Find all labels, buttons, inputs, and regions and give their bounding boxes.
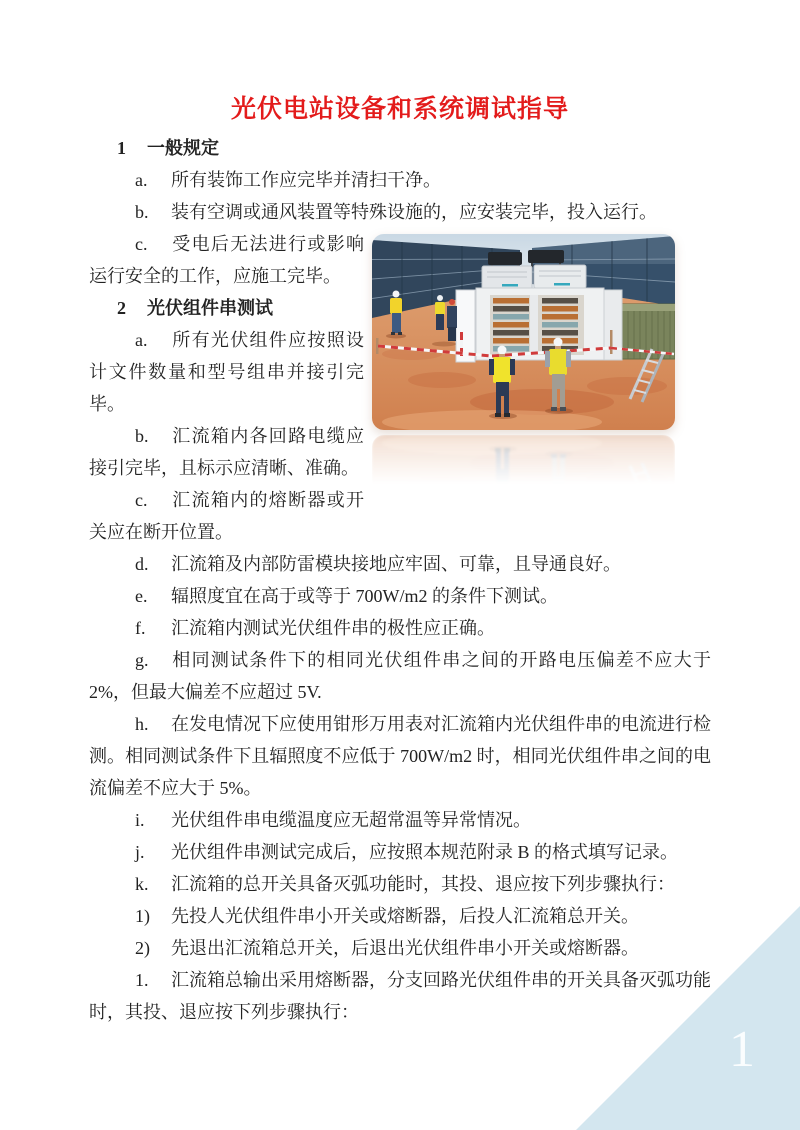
item-label: f. (135, 618, 146, 638)
item-2d (89, 548, 711, 580)
item-text: 汇流箱及内部防雷模块接地应牢固、可靠，且导通良好。 (171, 554, 621, 574)
item-1b (89, 196, 711, 228)
item-2h (89, 708, 711, 804)
item-2-step1 (89, 900, 711, 932)
item-label: 1) (135, 906, 150, 926)
item-2-l1 (89, 964, 711, 1028)
item-label: h. (135, 714, 149, 734)
section-title: 一般规定 (147, 138, 219, 158)
section-number: 2 (117, 298, 126, 318)
item-2g (89, 644, 711, 708)
item-text: 汇流箱内各回路电缆应接引完毕，且标示应清晰、准确。 (89, 426, 364, 478)
item-label: i. (135, 810, 145, 830)
item-2-step2 (89, 932, 711, 964)
item-text: 汇流箱内的熔断器或开关应在断开位置。 (89, 490, 364, 542)
item-label: b. (135, 426, 149, 446)
item-text: 光伏组件串测试完成后，应按照本规范附录 B 的格式填写记录。 (171, 842, 679, 862)
item-label: c. (135, 490, 148, 510)
item-1a (89, 164, 711, 196)
item-text: 光伏组件串电缆温度应无超常温等异常情况。 (171, 810, 531, 830)
item-label: 1. (135, 970, 149, 990)
solar-photo-svg (372, 435, 675, 493)
item-text: 所有装饰工作应完毕并清扫干净。 (171, 170, 441, 190)
item-text: 相同测试条件下的相同光伏组件串之间的开路电压偏差不应大于 2%，但最大偏差不应超过 5V. (89, 650, 711, 702)
item-label: j. (135, 842, 145, 862)
item-text: 先退出汇流箱总开关，后退出光伏组件串小开关或熔断器。 (171, 938, 639, 958)
item-text: 汇流箱的总开关具备灭弧功能时，其投、退应按下列步骤执行： (171, 874, 675, 894)
item-text: 在发电情况下应使用钳形万用表对汇流箱内光伏组件串的电流进行检测。相同测试条件下且辐照度不应低于 700W/m2 时，相同光伏组件串之间的电流偏差不应大于 5%。 (89, 714, 711, 798)
item-2c (89, 484, 711, 548)
item-text: 汇流箱总输出采用熔断器，分支回路光伏组件串的开关具备灭弧功能时，其投、退应按下列步骤执行： (89, 970, 711, 1022)
item-text: 辐照度宜在高于或等于 700W/m2 的条件下测试。 (171, 586, 558, 606)
item-label: a. (135, 170, 148, 190)
item-label: e. (135, 586, 148, 606)
item-label: b. (135, 202, 149, 222)
document-body (89, 0, 711, 1028)
item-label: c. (135, 234, 148, 254)
item-text: 先投人光伏组件串小开关或熔断器，后投人汇流箱总开关。 (171, 906, 639, 926)
commissioning-photo (372, 234, 675, 493)
item-text: 汇流箱内测试光伏组件串的极性应正确。 (171, 618, 495, 638)
page-number: 1 (729, 1021, 755, 1078)
photo-image (372, 234, 675, 430)
item-2i (89, 804, 711, 836)
item-2j (89, 836, 711, 868)
item-text: 所有光伏组件应按照设计文件数量和型号组串并接引完毕。 (89, 330, 364, 414)
section-heading-1 (89, 132, 711, 164)
item-2f (89, 612, 711, 644)
item-label: d. (135, 554, 149, 574)
item-label: 2) (135, 938, 150, 958)
section-number: 1 (117, 138, 126, 158)
item-label: g. (135, 650, 149, 670)
item-text: 受电后无法进行或影响运行安全的工作，应施工完毕。 (89, 234, 364, 286)
item-2k (89, 868, 711, 900)
page-title: 光伏电站设备和系统调试指导 (230, 95, 569, 123)
photo-reflection (372, 435, 675, 493)
item-text: 装有空调或通风装置等特殊设施的，应安装完毕，投入运行。 (171, 202, 657, 222)
item-label: a. (135, 330, 148, 350)
item-label: k. (135, 874, 149, 894)
item-2e (89, 580, 711, 612)
section-title: 光伏组件串测试 (147, 298, 273, 318)
solar-photo-svg (372, 234, 675, 430)
